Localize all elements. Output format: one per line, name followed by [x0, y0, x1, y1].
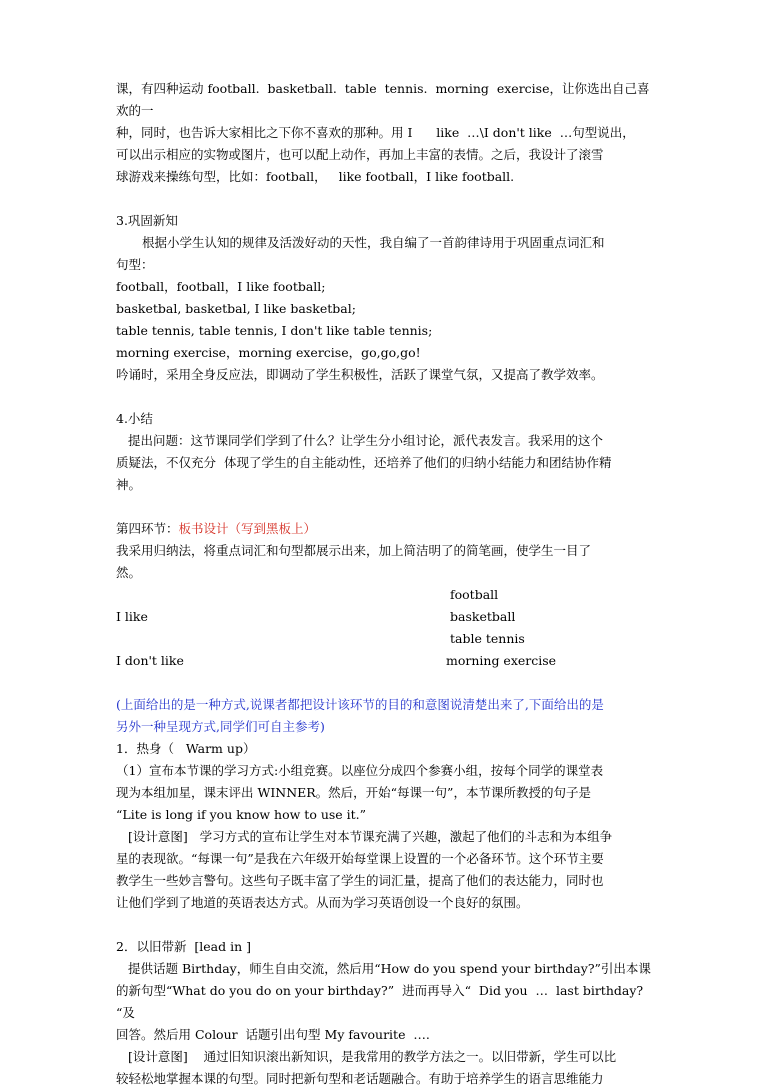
- board-item: table tennis: [450, 631, 525, 646]
- para1-line: 球游戏来操练句型，比如：football， like football，I like football.: [116, 169, 515, 184]
- stage4-line: 我采用归纳法，将重点词汇和句型都展示出来，加上简洁明了的简笔画，使学生一目了: [116, 543, 592, 558]
- para1-line: 课，有四种运动 football. basketball. table tennis. morning exercise，让你选出自己喜欢的一: [116, 81, 650, 118]
- stage4-label: 第四环节：: [116, 521, 179, 536]
- leadin-heading: 2．以旧带新 [lead in ]: [116, 939, 251, 954]
- section3-summary: 吟诵时，采用全身反应法，即调动了学生积极性，活跃了课堂气氛，又提高了教学效率。: [116, 367, 604, 382]
- warmup-intent-line: 让他们学到了地道的英语表达方式。从而为学习英语创设一个良好的氛围。: [116, 895, 529, 910]
- stage4-heading: [116, 518, 656, 540]
- board-row: [116, 606, 656, 628]
- board-like-label: I like: [116, 609, 148, 624]
- alt-note-line: 另外一种呈现方式,同学们可自主参考): [116, 719, 325, 734]
- warmup-intent-line: 星的表现欲。“每课一句”是我在六年级开始每堂课上设置的一个必备环节。这个环节主要: [116, 851, 604, 866]
- board-item: basketball: [450, 609, 516, 624]
- section4-line: 神。: [116, 477, 142, 492]
- board-dislike-label: I don't like: [116, 653, 184, 668]
- para1-line: 种，同时，也告诉大家相比之下你不喜欢的那种。用 I like …\I don't like …句型说出，: [116, 125, 635, 140]
- section3-heading: 3.巩固新知: [116, 213, 178, 228]
- warmup-intent-line: 教学生一些妙言警句。这些句子既丰富了学生的词汇量，提高了他们的表达能力，同时也: [116, 873, 604, 888]
- leadin-line: 较轻松地掌握本课的句型。同时把新句型和老话题融合。有助于培养学生的语言思维能力: [116, 1071, 604, 1086]
- section4-heading: 4.小结: [116, 411, 153, 426]
- poem-line: basketbal, basketbal, I like basketbal;: [116, 301, 356, 316]
- stage4-title-red: 板书设计（写到黑板上）: [178, 521, 317, 536]
- section4-line: 提出问题：这节课同学们学到了什么？让学生分小组讨论，派代表发言。我采用的这个: [128, 433, 604, 448]
- alt-note-line: (上面给出的是一种方式,说课者都把设计该环节的目的和意图说清楚出来了,下面给出的是: [116, 697, 604, 712]
- warmup-line: （1）宣布本节课的学习方式:小组竞赛。以座位分成四个参赛小组，按每个同学的课堂表: [116, 763, 604, 778]
- para1-line: 可以出示相应的实物或图片，也可以配上动作，再加上丰富的表情。之后，我设计了滚雪: [116, 147, 604, 162]
- poem-line: morning exercise，morning exercise，go,go,go!: [116, 345, 421, 360]
- section3-intro-line: 句型：: [116, 257, 154, 272]
- board-item: morning exercise: [446, 653, 557, 668]
- board-row: [116, 584, 656, 606]
- board-row: [116, 628, 656, 650]
- leadin-line: 的新句型“What do you do on your birthday?” 进而再导入“ Did you … last birthday? “及: [116, 983, 652, 1020]
- poem-line: table tennis, table tennis, I don't like table tennis;: [116, 323, 433, 338]
- warmup-intent-line: [设计意图] 学习方式的宣布让学生对本节课充满了兴趣，激起了他们的斗志和为本组争: [128, 829, 613, 844]
- poem-line: football，football，I like football;: [116, 279, 326, 294]
- section3-intro-line: 根据小学生认知的规律及活泼好动的天性，我自编了一首韵律诗用于巩固重点词汇和: [142, 235, 605, 250]
- leadin-line: 回答。然后用 Colour 话题引出句型 My favourite ….: [116, 1027, 430, 1042]
- warmup-line: 现为本组加星，课末评出 WINNER。然后，开始“每课一句”，本节课所教授的句子是: [116, 785, 591, 800]
- board-item: football: [450, 587, 499, 602]
- leadin-line: [设计意图] 通过旧知识滚出新知识，是我常用的教学方法之一。以旧带新，学生可以比: [128, 1049, 617, 1064]
- section4-line: 质疑法，不仅充分 体现了学生的自主能动性，还培养了他们的归纳小结能力和团结协作精: [116, 455, 612, 470]
- board-row: [116, 650, 656, 672]
- stage4-line: 然。: [116, 565, 142, 580]
- leadin-line: 提供话题 Birthday，师生自由交流，然后用“How do you spend your birthday?”引出本课: [128, 961, 651, 976]
- warmup-line: “Lite is long if you know how to use it.”: [116, 807, 367, 822]
- warmup-heading: 1．热身（ Warm up）: [116, 741, 256, 756]
- document-page: [116, 78, 656, 1090]
